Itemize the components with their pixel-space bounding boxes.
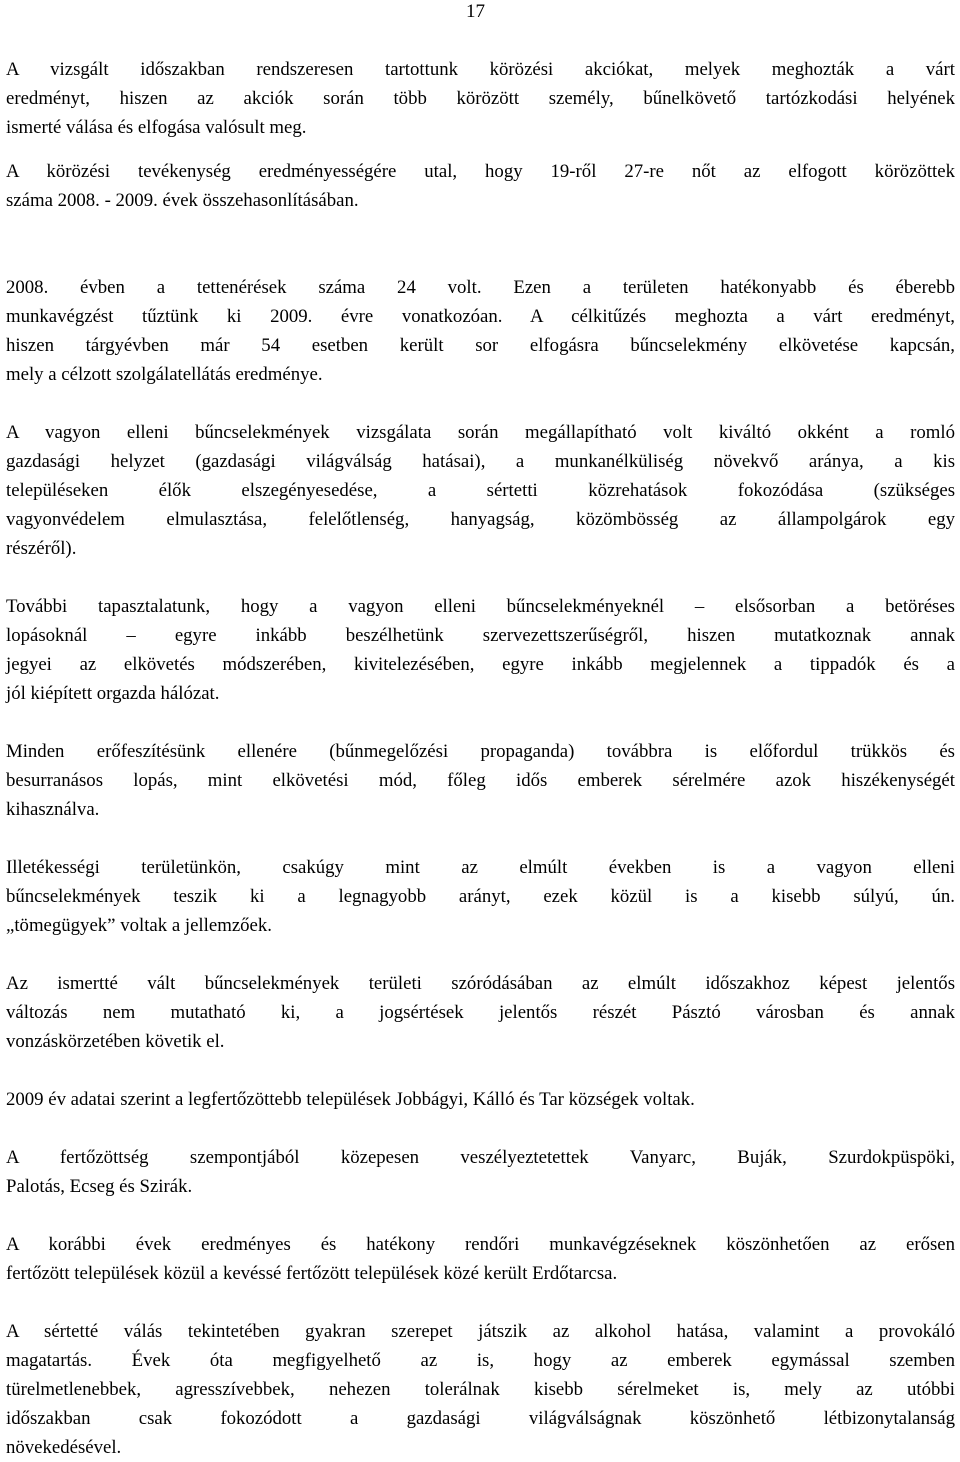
paragraph-3 — [6, 273, 955, 389]
paragraph-line: ismerté válása és elfogása valósult meg. — [6, 117, 307, 138]
paragraph-line: lopásoknál – egyre inkább beszélhetünk szervezettszerűségről, hiszen mutatkoznak annak — [6, 625, 955, 646]
paragraph-line: A vizsgált időszakban rendszeresen tartottunk körözési akciókat, melyek meghozták a várt — [6, 59, 955, 80]
paragraph-line: A vagyon elleni bűncselekmények vizsgálata során megállapítható volt kiváltó okként a romló — [6, 422, 955, 443]
paragraph-line: részéről). — [6, 538, 77, 559]
paragraph-6 — [6, 737, 955, 824]
paragraph-line: eredményt, hiszen az akciók során több körözött személy, bűnelkövető tartózkodási helyének — [6, 88, 955, 109]
paragraph-line: Illetékességi területünkön, csakúgy mint az elmúlt években is a vagyon elleni — [6, 857, 955, 878]
paragraph-line: jól kiépített orgazda hálózat. — [6, 683, 220, 704]
paragraph-5 — [6, 592, 955, 708]
paragraph-line: mely a célzott szolgálatellátás eredménye. — [6, 364, 323, 385]
paragraph-line: jegyei az elkövetés módszerében, kivitelezésében, egyre inkább megjelennek a tippadók és a — [6, 654, 955, 675]
paragraph-line: magatartás. Évek óta megfigyelhető az is, hogy az emberek egymással szemben — [6, 1350, 955, 1371]
paragraph-line: vagyonvédelem elmulasztása, felelőtlenség, hanyagság, közömbösség az állampolgárok egy — [6, 509, 955, 530]
paragraph-line: kihasználva. — [6, 799, 100, 820]
paragraph-11 — [6, 1230, 955, 1288]
paragraph-line: növekedésével. — [6, 1437, 122, 1458]
paragraph-line: A korábbi évek eredményes és hatékony rendőri munkavégzéseknek köszönhetően az erősen — [6, 1234, 955, 1255]
paragraph-line: A sértetté válás tekintetében gyakran szerepet játszik az alkohol hatása, valamint a provokáló — [6, 1321, 955, 1342]
paragraph-line: fertőzött települések közül a kevéssé fertőzött települések közé került Erdőtarcsa. — [6, 1263, 618, 1284]
paragraph-2 — [6, 157, 955, 215]
paragraph-line: besurranásos lopás, mint elkövetési mód, főleg idős emberek sérelmére azok hiszékenységét — [6, 770, 955, 791]
paragraph-line: változás nem mutatható ki, a jogsértések jelentős részét Pásztó városban és annak — [6, 1002, 955, 1023]
paragraph-8 — [6, 969, 955, 1056]
paragraph-line: A körözési tevékenység eredményességére utal, hogy 19-ről 27-re nőt az elfogott körözöttek — [6, 161, 955, 182]
page-number: 17 — [466, 1, 485, 22]
paragraph-line: munkavégzést tűztünk ki 2009. évre vonatkozóan. A célkitűzés meghozta a várt eredményt, — [6, 306, 955, 327]
paragraph-line: Palotás, Ecseg és Szirák. — [6, 1176, 193, 1197]
paragraph-line: gazdasági helyzet (gazdasági világválság hatásai), a munkanélküliség növekvő aránya, a kis — [6, 451, 955, 472]
paragraph-line: vonzáskörzetében követik el. — [6, 1031, 225, 1052]
paragraph-4 — [6, 418, 955, 563]
paragraph-line: Minden erőfeszítésünk ellenére (bűnmegelőzési propaganda) továbbra is előfordul trükkös és — [6, 741, 955, 762]
paragraph-line: időszakban csak fokozódott a gazdasági világválságnak köszönhető létbizonytalanság — [6, 1408, 955, 1429]
paragraph-line: bűncselekmények teszik ki a legnagyobb arányt, ezek közül is a kisebb súlyú, ún. — [6, 886, 955, 907]
paragraph-line: településeken élők elszegényesedése, a sértetti közrehatások fokozódása (szükséges — [6, 480, 955, 501]
paragraph-line: További tapasztalatunk, hogy a vagyon elleni bűncselekményeknél – elsősorban a betöréses — [6, 596, 955, 617]
paragraph-line: száma 2008. - 2009. évek összehasonlításában. — [6, 190, 359, 211]
paragraph-7 — [6, 853, 955, 940]
paragraph-line: A fertőzöttség szempontjából közepesen veszélyeztetettek Vanyarc, Buják, Szurdokpüspöki, — [6, 1147, 955, 1168]
paragraph-line: Az ismertté vált bűncselekmények területi szóródásában az elmúlt időszakhoz képest jelentős — [6, 973, 955, 994]
paragraph-1 — [6, 55, 955, 142]
paragraph-line: 2009 év adatai szerint a legfertőzöttebb települések Jobbágyi, Kálló és Tar községek voltak. — [6, 1089, 695, 1110]
paragraph-9 — [6, 1085, 955, 1114]
paragraph-line: 2008. évben a tettenérések száma 24 volt. Ezen a területen hatékonyabb és éberebb — [6, 277, 955, 298]
paragraph-line: „tömegügyek” voltak a jellemzőek. — [6, 915, 272, 936]
paragraph-line: hiszen tárgyévben már 54 esetben került sor elfogásra bűncselekmény elkövetése kapcsán, — [6, 335, 955, 356]
paragraph-line: türelmetlenebbek, agresszívebbek, nehezen tolerálnak kisebb sérelmeket is, mely az utóbbi — [6, 1379, 955, 1400]
paragraph-12 — [6, 1317, 955, 1462]
paragraph-10 — [6, 1143, 955, 1201]
